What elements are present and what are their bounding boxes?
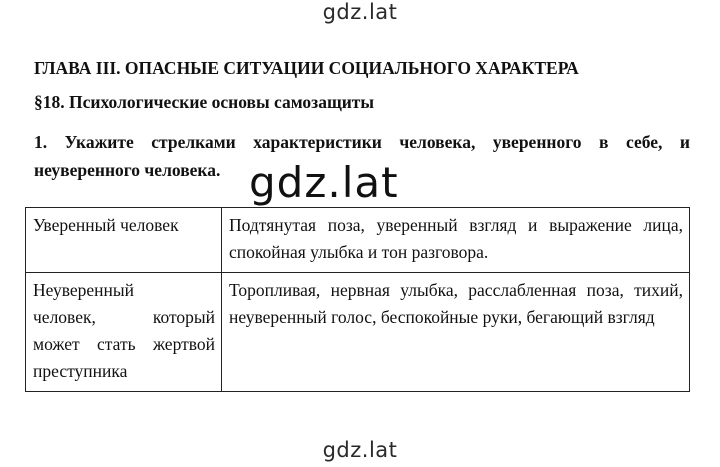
characteristics-text: Торопливая, нервная улыбка, расслабленная поза, тихий, неуверенный голос, беспокойные руки, бегающий взгляд <box>229 280 683 327</box>
label-line: преступника <box>33 361 128 381</box>
chapter-title: ГЛАВА III. ОПАСНЫЕ СИТУАЦИИ СОЦИАЛЬНОГО ХАРАКТЕРА <box>34 58 579 78</box>
table-cell-text <box>222 273 690 392</box>
watermark-bottom: gdz.lat <box>322 438 398 462</box>
characteristics-text: Подтянутая поза, уверенный взгляд и выражение лица, спокойная улыбка и тон разговора. <box>229 215 683 262</box>
table-row <box>26 208 690 273</box>
label-line: может стать жертвой <box>33 334 215 354</box>
table-cell-label <box>26 273 222 392</box>
table-cell-label <box>26 208 222 273</box>
section-title: §18. Психологические основы самозащиты <box>34 92 375 112</box>
characteristics-table <box>25 207 690 392</box>
table-row <box>26 273 690 392</box>
label-line: человек, который <box>33 307 215 327</box>
table-cell-text <box>222 208 690 273</box>
label-line: Неуверенный <box>33 280 135 300</box>
label-line: Уверенный человек <box>33 215 179 235</box>
watermark-top: gdz.lat <box>322 0 398 24</box>
watermark-middle: gdz.lat <box>243 157 405 209</box>
task-text: 1. Укажите стрелками характеристики человека, уверенного в себе, и неуверенного человека. <box>34 132 690 180</box>
